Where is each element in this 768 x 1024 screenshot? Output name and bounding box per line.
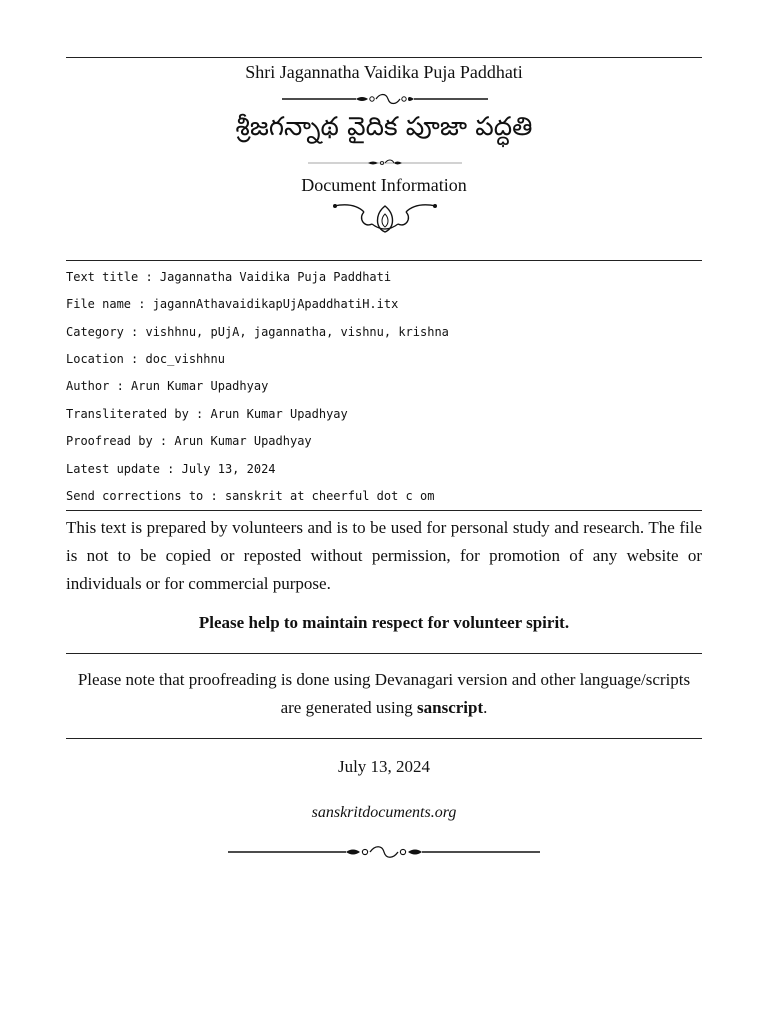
meta-latest-update: Latest update : July 13, 2024 <box>66 462 276 476</box>
notice-rule <box>66 653 702 654</box>
footer-rule <box>66 738 702 739</box>
top-rule <box>66 57 702 58</box>
lotus-ornament <box>332 198 438 236</box>
footer-site: sanskritdocuments.org <box>311 804 457 821</box>
proofreading-note <box>66 666 702 722</box>
respect-notice: Please help to maintain respect for volunteer spirit. <box>198 613 570 632</box>
meta-author: Author : Arun Kumar Upadhyay <box>66 379 269 393</box>
proofreading-note-text: Please note that proofreading is done using Devanagari version and other language/scripts are generated using <box>77 670 691 717</box>
flourish-ornament-2 <box>308 158 462 168</box>
section-title: Document Information <box>301 175 467 195</box>
proofreading-note-end: . <box>483 698 488 717</box>
meta-transliterated-by: Transliterated by : Arun Kumar Upadhyay <box>66 407 348 421</box>
sanscript-label: sanscript <box>417 698 484 717</box>
meta-send-corrections: Send corrections to : sanskrit at cheerful dot c om <box>66 489 435 503</box>
meta-text-title: Text title : Jagannatha Vaidika Puja Paddhati <box>66 270 392 284</box>
title-telugu: శ్రీజగన్నాథ వైదిక పూజా పద్ధతి <box>235 112 533 142</box>
footer-date: July 13, 2024 <box>337 757 431 776</box>
flourish-ornament-1 <box>282 92 488 106</box>
meta-top-rule <box>66 260 702 261</box>
meta-proofread-by: Proofread by : Arun Kumar Upadhyay <box>66 434 312 448</box>
footer-flourish-ornament <box>228 844 540 860</box>
meta-file-name: File name : jagannAthavaidikapUjApaddhatiH.itx <box>66 297 399 311</box>
meta-category: Category : vishhnu, pUjA, jagannatha, vishnu, krishna <box>66 325 449 339</box>
volunteer-notice: This text is prepared by volunteers and is to be used for personal study and research. The file is not to be copied or reposted without permission, for promotion of any website or individuals or for commercial purpose. <box>66 518 702 593</box>
title-english: Shri Jagannatha Vaidika Puja Paddhati <box>245 62 523 82</box>
meta-bottom-rule <box>66 510 702 511</box>
meta-location: Location : doc_vishhnu <box>66 352 225 366</box>
